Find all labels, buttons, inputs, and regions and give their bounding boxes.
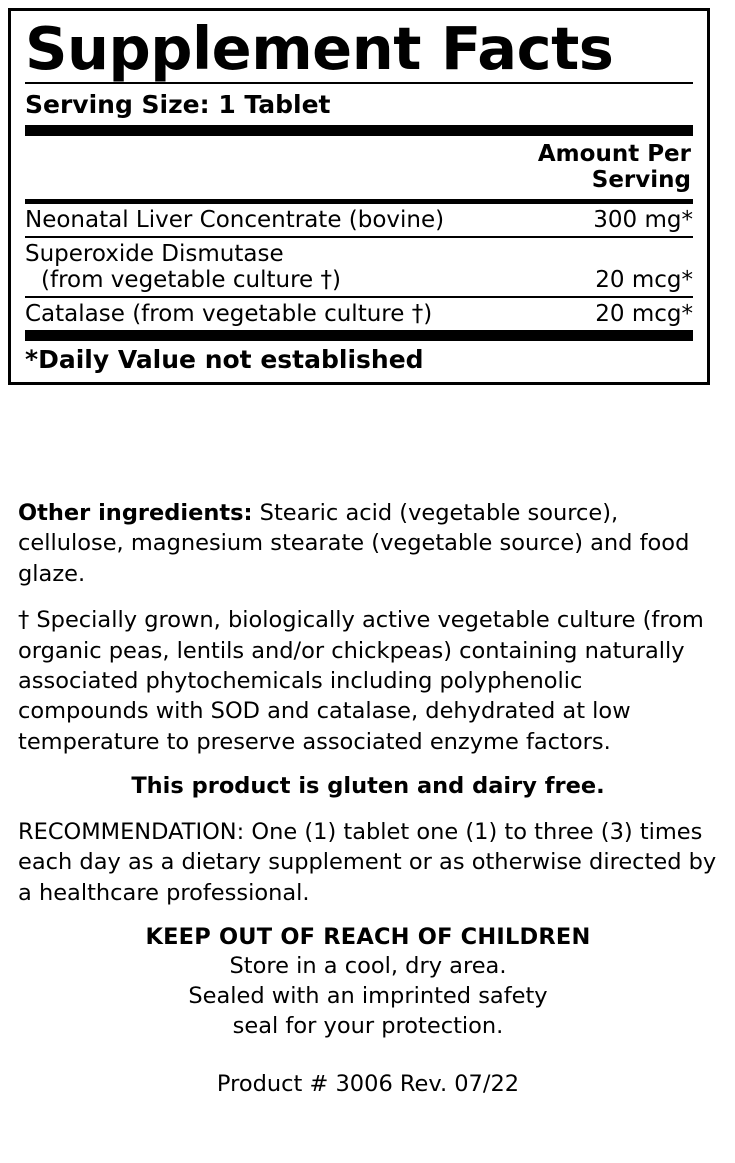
storage-line-3: seal for your protection. xyxy=(232,1012,504,1039)
nutrient-name xyxy=(25,237,565,297)
nutrients-table xyxy=(25,204,693,330)
thick-divider-top xyxy=(25,125,693,136)
amount-per-serving-line1: Amount Per xyxy=(537,141,691,167)
storage-line-1: Store in a cool, dry area. xyxy=(229,953,507,980)
nutrient-name: Neonatal Liver Concentrate (bovine) xyxy=(25,204,565,237)
page-title: Supplement Facts xyxy=(25,14,614,83)
product-number-revision: Product # 3006 Rev. 07/22 xyxy=(216,1071,520,1098)
recommendation-paragraph xyxy=(18,817,718,908)
table-row xyxy=(25,297,693,330)
nutrient-amount: 300 mg* xyxy=(565,204,693,237)
nutrient-amount: 20 mcg* xyxy=(595,300,693,327)
amount-per-serving-header xyxy=(25,136,693,199)
storage-line-2: Sealed with an imprinted safety xyxy=(188,982,548,1009)
other-ingredients-text: Stearic acid (vegetable source), cellulose, magnesium stearate (vegetable source) and food glaze. xyxy=(18,500,690,587)
table-row xyxy=(25,237,693,297)
nutrient-amount: 20 mcg* xyxy=(565,237,693,297)
nutrient-name: Catalase (from vegetable culture †) xyxy=(25,300,433,327)
nutrient-name-line1: Superoxide Dismutase xyxy=(25,240,284,267)
other-ingredients-label: Other ingredients: xyxy=(18,500,253,526)
table-row xyxy=(25,204,693,237)
nutrient-name-line2: (from vegetable culture †) xyxy=(41,266,341,293)
thick-divider-bottom xyxy=(25,330,693,341)
gluten-dairy-free-note: This product is gluten and dairy free. xyxy=(131,773,605,799)
keep-out-of-reach-warning: KEEP OUT OF REACH OF CHILDREN xyxy=(145,924,591,951)
serving-size: Serving Size: 1 Tablet xyxy=(25,90,331,119)
daily-value-note: *Daily Value not established xyxy=(25,344,424,374)
body-copy xyxy=(10,498,726,1097)
supplement-facts-panel xyxy=(8,8,710,385)
recommendation-label: RECOMMENDATION: xyxy=(18,819,245,845)
amount-per-serving-line2: Serving xyxy=(591,167,691,194)
recommendation-text: One (1) tablet one (1) to three (3) times each day as a dietary supplement or as otherwise directed by a healthcare professional. xyxy=(18,819,717,906)
other-ingredients-paragraph xyxy=(18,498,718,589)
dagger-note-paragraph: † Specially grown, biologically active vegetable culture (from organic peas, lentils and/or chickpeas) containing naturally associated phytochemicals including polyphenolic compounds with SOD and catalase, dehydrated at low temperature to preserve associated enzyme factors. xyxy=(18,607,704,755)
